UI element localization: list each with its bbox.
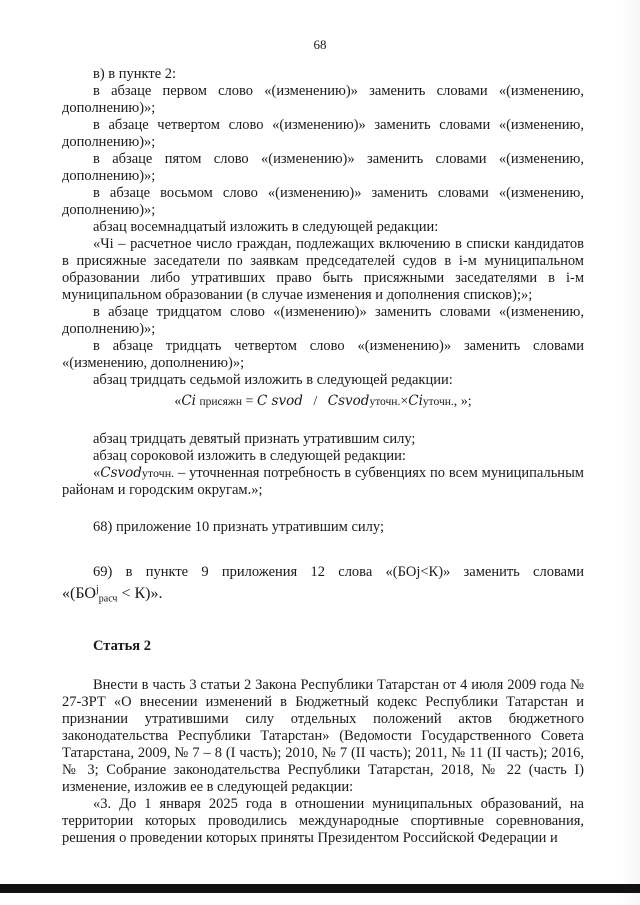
page-number: 68 (313, 37, 327, 52)
formula-line (62, 393, 584, 411)
paragraph-4: в абзаце восьмом слово «(изменению)» заменить словами «(изменению, дополнению)»; (62, 185, 584, 218)
paragraph-6: «Чi – расчетное число граждан, подлежащих включению в списки кандидатов в присяжные заседатели по заявкам председателей судов в i-м муниципальном образовании либо утративших право быть присяжными заседателями в i-м муниципальном образовании (в случае изменения и дополнения списков);»; (62, 236, 584, 303)
paragraph-2: в абзаце четвертом слово «(изменению)» заменить словами «(изменению, дополнению)»; (62, 117, 584, 150)
formula-utochn: уточн. (369, 396, 401, 408)
formula-equals: = (245, 394, 254, 409)
formula-utochn-2: уточн. (422, 396, 454, 408)
formula-close: , »; (453, 394, 472, 409)
paragraph-16: «3. До 1 января 2025 года в отношении муниципальных образований, на территории которых проводились международные спортивные соревнования, решения о проведении которых приняты Президентом Российской Федерации и (62, 795, 584, 846)
bo-subscript: расч (98, 593, 118, 605)
bo-superscript: j (95, 584, 99, 595)
formula-csvod-2: Csvod (327, 393, 370, 409)
paragraph-7: в абзаце тридцатом слово «(изменению)» заменить словами «(изменению, дополнению)»; (62, 304, 584, 337)
paragraph-3: в абзаце пятом слово «(изменению)» заменить словами «(изменению, дополнению)»; (62, 151, 584, 184)
paragraph-1: в абзаце первом слово «(изменению)» заменить словами «(изменению, дополнению)»; (62, 83, 584, 116)
scan-bottom-bar (0, 884, 640, 893)
bo-open: «(БО (62, 584, 96, 602)
paragraph-14-formula (62, 581, 584, 608)
paragraph-5: абзац восемнадцатый изложить в следующей редакции: (93, 219, 439, 235)
formula-ci: Ci (181, 393, 196, 409)
document-body (62, 66, 584, 847)
paragraph-8: в абзаце тридцать четвертом слово «(изменению)» заменить словами «(изменению, дополнению)»; (62, 338, 584, 371)
paragraph-12: «Csvodуточн. – уточненная потребность в субвенциях по всем муниципальным районам и городским округам.»; (62, 465, 584, 498)
formula-prisyazhn: присяжн (199, 396, 243, 408)
paragraph-11: абзац сороковой изложить в следующей редакции: (93, 448, 406, 464)
article-heading: Статья 2 (93, 637, 151, 654)
bo-rest: < К)». (117, 584, 163, 602)
scan-edge (620, 0, 640, 905)
formula-times: × (400, 394, 409, 409)
csvod-subscript: уточн. (141, 466, 175, 480)
csvod-variable: Csvod (100, 465, 142, 481)
paragraph-14: 69) в пункте 9 приложения 12 слова «(БОj<К)» заменить словами (93, 564, 584, 580)
paragraph-10: абзац тридцать девятый признать утратившим силу; (93, 431, 416, 447)
paragraph-12-text: – уточненная потребность в субвенциях по всем муниципальным районам и городским округам.»; (62, 465, 584, 498)
formula-open-quote: « (174, 394, 182, 409)
paragraph-9: абзац тридцать седьмой изложить в следующей редакции: (93, 372, 453, 388)
paragraph-v: в) в пункте 2: (93, 66, 177, 82)
paragraph-15: Внести в часть 3 статьи 2 Закона Республики Татарстан от 4 июля 2009 года № 27-ЗРТ «О внесении изменений в Бюджетный кодекс Республики Татарстан и признании утратившими силу отдельных положений актов бюджетного законодательства Республики Татарстан» (Ведомости Государственного Совета Татарстана, 2009, № 7 – 8 (I часть); 2010, № 7 (II часть); 2011, № 11 (II часть); 2016, № 3; Собрание законодательства Республики Татарстан, 2018, № 22 (часть I) изменение, изложив ее в следующей редакции: (62, 676, 584, 795)
formula-ci-2: Ci (408, 393, 423, 409)
paragraph-13: 68) приложение 10 признать утратившим силу; (93, 519, 384, 535)
formula-csvod: C svod (256, 393, 303, 409)
formula-slash: / (313, 394, 318, 409)
